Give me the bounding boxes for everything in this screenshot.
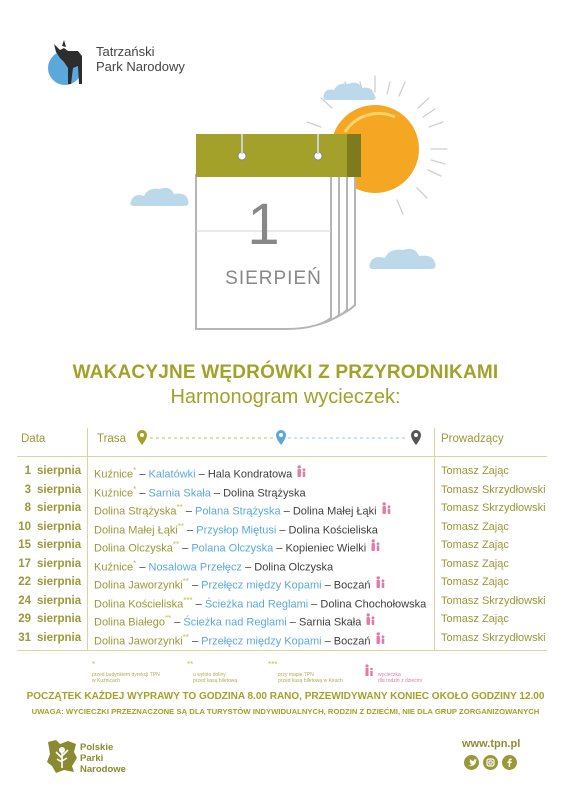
header-date: Data bbox=[21, 433, 46, 445]
row-guide: Tomasz Zając bbox=[441, 539, 509, 551]
row-day: 10 bbox=[18, 520, 31, 533]
route-separator: – bbox=[276, 524, 289, 537]
row-month: sierpnia bbox=[37, 502, 82, 514]
route-start-marker: * bbox=[133, 484, 137, 494]
table-row bbox=[0, 555, 571, 573]
route-end: Dolina Chochołowska bbox=[320, 598, 427, 611]
route-middle: Nosalowa Przełęcz bbox=[148, 561, 243, 574]
info-start-time: POCZĄTEK KAŻDEJ WYPRAWY TO GODZINA 8.00 RANO, PRZEWIDYWANY KONIEC OKOŁO GODZINY 12.00 bbox=[26, 691, 545, 702]
route-start-marker: * bbox=[133, 558, 137, 568]
ppn-logo-text: Polskie Parki Narodowe bbox=[80, 742, 126, 775]
route-middle: Ścieżka nad Reglami bbox=[183, 616, 287, 629]
route-start: Dolina Jaworzynki bbox=[94, 635, 183, 648]
route-start: Dolina Strążyska bbox=[94, 505, 177, 518]
row-guide: Tomasz Skrzydłowski bbox=[441, 502, 546, 514]
route-end: Boczań bbox=[333, 635, 371, 648]
route-start: Dolina Małej Łąki bbox=[94, 524, 178, 537]
instagram-icon[interactable] bbox=[483, 755, 498, 770]
calendar-day: 1 bbox=[247, 192, 280, 257]
route-start: Kuźnice bbox=[94, 561, 134, 574]
website-link[interactable]: www.tpn.pl bbox=[462, 738, 521, 750]
route-end: Dolina Małej Łąki bbox=[292, 505, 377, 518]
table-row bbox=[0, 481, 571, 499]
twitter-icon[interactable] bbox=[464, 755, 479, 770]
page-title: WAKACYJNE WĘDRÓWKI Z PRZYRODNIKAMI bbox=[72, 362, 499, 383]
footnote-4: wycieczka dla rodzin z dziećmi bbox=[378, 672, 422, 684]
route-middle: Kalatówki bbox=[148, 468, 196, 481]
footnote-star: *** bbox=[268, 660, 278, 669]
row-month: sierpnia bbox=[37, 576, 82, 588]
route-separator: – bbox=[136, 561, 149, 574]
route-end: Dolina Kościeliska bbox=[288, 524, 378, 537]
route-separator: – bbox=[308, 598, 321, 611]
row-day: 17 bbox=[18, 557, 31, 570]
row-month: sierpnia bbox=[37, 520, 82, 533]
route-end: Boczań bbox=[333, 579, 371, 592]
route-separator: – bbox=[210, 487, 224, 500]
route-separator: – bbox=[195, 468, 208, 481]
route-separator: – bbox=[188, 635, 202, 648]
row-day: 8 bbox=[24, 502, 31, 514]
row-month: sierpnia bbox=[37, 483, 82, 496]
route-end: Kopieniec Wielki bbox=[285, 542, 367, 555]
row-month: sierpnia bbox=[37, 539, 82, 551]
route-start: Dolina Olczyska bbox=[94, 542, 173, 555]
logo-line2: Park Narodowy bbox=[96, 59, 185, 74]
table-divider bbox=[17, 456, 547, 457]
route-separator: – bbox=[273, 542, 286, 555]
route-start: Dolina Białego bbox=[94, 616, 165, 629]
row-day: 1 bbox=[24, 465, 31, 477]
facebook-icon[interactable] bbox=[502, 755, 517, 770]
row-day: 3 bbox=[24, 483, 31, 496]
route-separator: – bbox=[321, 635, 334, 648]
table-row bbox=[0, 518, 571, 536]
row-month: sierpnia bbox=[37, 594, 82, 607]
table-row bbox=[0, 592, 571, 610]
row-month: sierpnia bbox=[37, 465, 82, 477]
row-day: 29 bbox=[18, 613, 31, 625]
info-notice: UWAGA: WYCIECZKI PRZEZNACZONE SĄ DLA TURYSTÓW INDYWIDUALNYCH, RODZIN Z DZIEĆMI, NIE DLA GRUP ZORGANIZOWANYCH bbox=[31, 707, 540, 716]
footnote-star: * bbox=[92, 660, 96, 669]
page-subtitle: Harmonogram wycieczek: bbox=[170, 386, 401, 408]
route-end: Hala Kondratowa bbox=[207, 468, 293, 481]
route-start-marker: ** bbox=[172, 540, 180, 549]
row-guide: Tomasz Zając bbox=[441, 557, 509, 570]
footnote-3: przy mapie TPN przed kasą biletową w Kirach bbox=[278, 672, 343, 684]
route-middle: Przysłop Miętusi bbox=[196, 524, 277, 537]
calendar-month: SIERPIEŃ bbox=[225, 268, 322, 289]
footnote-1: przed budynkiem dyrekcji TPN w Kuźnicach bbox=[92, 672, 160, 684]
route-start-marker: * bbox=[133, 466, 137, 475]
row-day: 31 bbox=[18, 631, 31, 644]
row-guide: Tomasz Zając bbox=[441, 576, 509, 588]
route-start: Dolina Kościeliska bbox=[94, 598, 184, 611]
table-row bbox=[0, 629, 571, 647]
route-end: Dolina Strążyska bbox=[223, 487, 306, 500]
row-guide: Tomasz Zając bbox=[441, 465, 509, 477]
ppn-logo-icon bbox=[46, 738, 78, 774]
route-separator: – bbox=[184, 524, 197, 537]
route-separator: – bbox=[192, 598, 205, 611]
route-separator: – bbox=[321, 579, 334, 592]
route-separator: – bbox=[188, 579, 202, 592]
row-guide: Tomasz Skrzydłowski bbox=[441, 631, 546, 644]
table-row bbox=[0, 462, 571, 480]
route-separator: – bbox=[242, 561, 255, 574]
table-row bbox=[0, 573, 571, 591]
route-separator: – bbox=[286, 616, 299, 629]
route-start-marker: ** bbox=[176, 503, 183, 512]
row-day: 24 bbox=[18, 594, 31, 607]
row-day: 22 bbox=[18, 576, 31, 588]
footnote-2: u wylotu doliny przed kasą biletową bbox=[193, 672, 238, 684]
row-guide: Tomasz Skrzydłowski bbox=[441, 594, 546, 607]
route-end: Sarnia Skała bbox=[298, 616, 362, 629]
row-day: 15 bbox=[18, 539, 31, 551]
cloud-icon bbox=[128, 184, 192, 208]
row-guide: Tomasz Zając bbox=[441, 613, 509, 625]
logo-line1: Tatrzański bbox=[96, 44, 155, 59]
row-month: sierpnia bbox=[37, 557, 82, 570]
route-middle: Przełęcz między Kopami bbox=[201, 635, 322, 648]
header-route: Trasa bbox=[97, 433, 126, 445]
row-guide: Tomasz Skrzydłowski bbox=[441, 483, 546, 496]
family-icon bbox=[375, 632, 386, 651]
route-middle: Polana Strążyska bbox=[195, 505, 281, 518]
route-start: Kuźnice bbox=[94, 468, 134, 481]
table-row bbox=[0, 610, 571, 628]
route-start: Kuźnice bbox=[94, 487, 134, 500]
footnote-star: ** bbox=[187, 660, 194, 669]
route-start: Dolina Jaworzynki bbox=[94, 579, 183, 592]
route-separator: – bbox=[182, 505, 196, 518]
row-month: sierpnia bbox=[37, 631, 82, 644]
route-separator: – bbox=[171, 616, 184, 629]
route-middle: Sarnia Skała bbox=[148, 487, 211, 500]
cloud-icon bbox=[320, 80, 380, 102]
route-start-marker: ** bbox=[182, 577, 189, 586]
row-route bbox=[94, 629, 386, 651]
route-separator: – bbox=[136, 468, 149, 481]
table-row bbox=[0, 499, 571, 517]
route-middle: Polana Olczyska bbox=[191, 542, 274, 555]
route-start-marker: ** bbox=[164, 614, 172, 623]
route-start-marker: *** bbox=[183, 595, 193, 605]
table-row bbox=[0, 536, 571, 554]
route-separator: – bbox=[179, 542, 192, 555]
route-end: Dolina Olczyska bbox=[254, 561, 334, 574]
route-separator: – bbox=[280, 505, 293, 518]
route-middle: Przełęcz między Kopami bbox=[201, 579, 322, 592]
route-separator: – bbox=[136, 487, 149, 500]
route-start-marker: ** bbox=[177, 521, 184, 531]
route-header-graphic bbox=[136, 428, 426, 448]
header-guide: Prowadzący bbox=[441, 433, 504, 445]
row-guide: Tomasz Zając bbox=[441, 520, 509, 533]
route-start-marker: ** bbox=[182, 632, 189, 642]
route-middle: Ścieżka nad Reglami bbox=[204, 598, 309, 611]
row-month: sierpnia bbox=[37, 613, 82, 625]
family-icon bbox=[364, 664, 374, 678]
tpn-logo-icon bbox=[44, 38, 104, 90]
